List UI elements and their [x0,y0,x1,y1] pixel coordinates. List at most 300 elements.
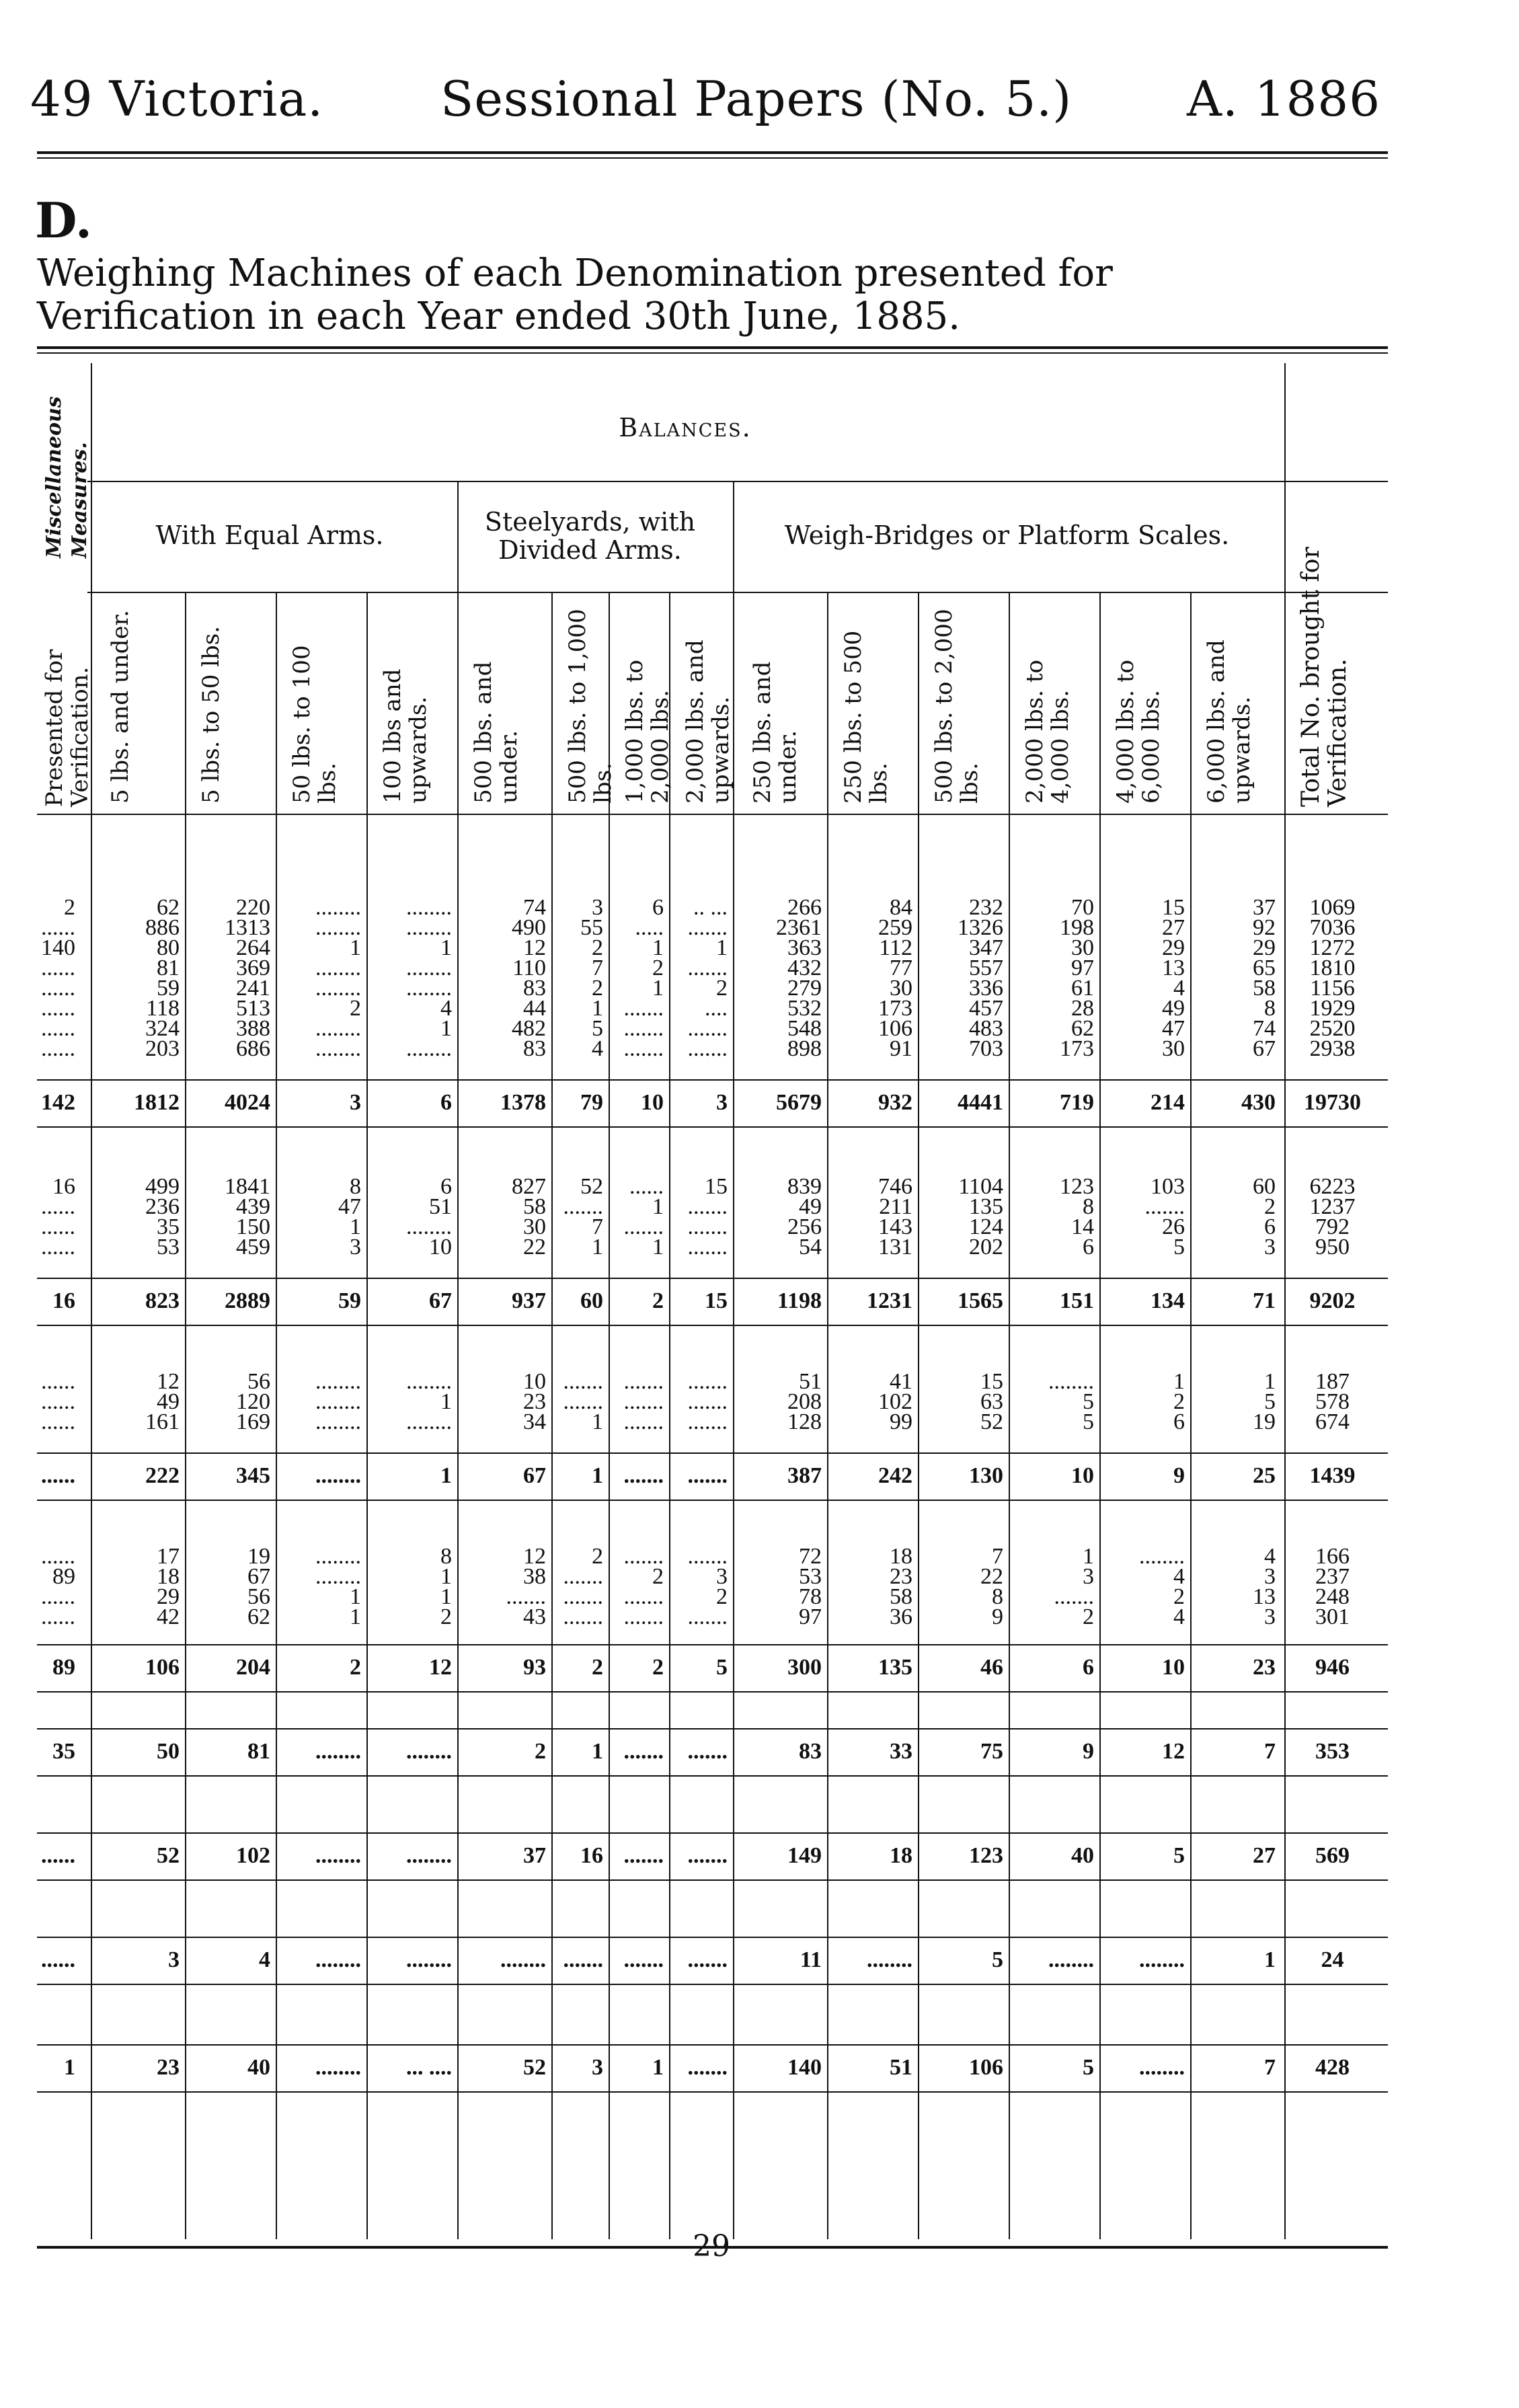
table-cell: ....... [506,1584,546,1609]
table-cell: 932 [878,1090,912,1115]
table-cell: 1 [652,1235,664,1259]
table-cell: 1 [1083,1544,1094,1569]
table-cell: ....... [623,1739,664,1764]
table-cell: 8 [992,1584,1003,1609]
column-rule [366,592,368,2239]
table-cell: 99 [890,1409,912,1434]
table-cell: 51 [890,2055,912,2080]
table-cell: 839 [787,1174,822,1199]
column-header-rule [87,592,1388,593]
table-cell: 5 [992,1947,1003,1972]
table-cell: 5 [592,1016,603,1041]
table-cell: 1 [1264,1369,1276,1394]
table-cell: 40 [1071,1843,1094,1868]
table-cell: 220 [236,895,270,920]
table-cell: 67 [1253,1036,1276,1061]
table-subtitle: Weighing Machines of each Denomination presented for Verification in each Year ended 30th June, 1885. [37,251,1113,338]
table-cell: ...... [41,1036,75,1061]
table-cell: 12 [429,1655,452,1680]
table-cell: 62 [247,1604,270,1629]
table-cell: 3 [1083,1564,1094,1589]
table-cell: 142 [41,1090,75,1115]
table-cell: ....... [623,1016,664,1041]
table-cell: ...... [41,1409,75,1434]
column-header: 2,000 lbs. to 4,000 lbs. [1021,660,1074,804]
table-cell: 29 [1253,935,1276,960]
table-cell: 151 [1060,1288,1094,1313]
table-cell: 5679 [776,1090,822,1115]
table-cell: 3 [716,1564,728,1589]
table-cell: 1326 [958,915,1003,940]
table-cell: 112 [879,935,912,960]
total-cell: 428 [1315,2055,1350,2080]
table-cell: 898 [787,1036,822,1061]
table-cell: ........ [315,1036,361,1061]
column-header: 4,000 lbs. to 6,000 lbs. [1112,660,1165,804]
table-cell: ....... [563,1564,603,1589]
column-rule [827,592,828,2239]
table-cell: 204 [236,1655,270,1680]
table-cell: 886 [145,915,180,940]
table-cell: 49 [1162,996,1185,1021]
table-cell: ...... [41,1194,75,1219]
table-cell: 214 [1151,1090,1185,1115]
table-cell: 1313 [225,915,270,940]
column-header: 1,000 lbs. to 2,000 lbs. [621,660,674,804]
table-cell: ........ [406,1036,452,1061]
table-cell: ....... [687,1235,728,1259]
table-cell: 17 [157,1544,180,1569]
table-cell: 118 [146,996,180,1021]
column-rule [551,592,553,2239]
table-cell: ...... [41,1369,75,1394]
table-cell: 1 [440,1463,452,1488]
table-cell: 5 [1083,2055,1094,2080]
table-cell: ...... [41,996,75,1021]
table-cell: 4 [1264,1544,1276,1569]
table-cell: 23 [157,2055,180,2080]
table-cell: 203 [145,1036,180,1061]
table-cell: 10 [641,1090,664,1115]
section-rule [37,1775,1388,1777]
weighbridges-header: Weigh-Bridges or Platform Scales. [784,520,1230,550]
total-cell: 187 [1315,1369,1350,1394]
table-cell: 5 [1173,1843,1185,1868]
section-rule [37,1325,1388,1326]
table-cell: 41 [890,1369,912,1394]
total-cell: 1810 [1309,956,1356,980]
table-cell: 36 [890,1604,912,1629]
table-cell: 3 [1264,1564,1276,1589]
table-cell: ........ [406,1369,452,1394]
table-cell: 47 [1162,1016,1185,1041]
table-cell: 1 [440,1389,452,1414]
table-cell: 2 [592,976,603,1001]
total-cell: 9202 [1309,1288,1356,1313]
table-cell: 5 [716,1655,728,1680]
table-cell: 10 [523,1369,546,1394]
table-cell: ....... [687,2055,728,2080]
total-rule [37,2044,1388,2046]
table-top-rule [37,346,1388,354]
table-cell: 2 [350,1655,361,1680]
total-cell: 166 [1315,1544,1350,1569]
total-cell: 2520 [1309,1016,1356,1041]
table-cell: ...... [41,1235,75,1259]
total-cell: 1156 [1310,976,1355,1001]
table-cell: 42 [157,1604,180,1629]
table-cell: 143 [878,1214,912,1239]
column-rule [609,592,610,2239]
misc-column-header: Presented for Verification. [41,649,93,807]
table-cell: 363 [787,935,822,960]
table-cell: 4441 [958,1090,1003,1115]
table-cell: 52 [980,1409,1003,1434]
table-cell: 4 [1173,1564,1185,1589]
table-cell: 29 [157,1584,180,1609]
total-cell: 1929 [1309,996,1356,1021]
table-cell: 2361 [776,915,822,940]
balances-header: Balances. [619,413,752,442]
table-cell: ....... [687,1739,728,1764]
table-cell: 79 [580,1090,603,1115]
table-cell: ....... [687,1843,728,1868]
table-cell: 10 [1162,1655,1185,1680]
column-rule [1099,592,1101,2239]
table-cell: 110 [512,956,546,980]
table-cell: 78 [799,1584,822,1609]
table-cell: 259 [878,915,912,940]
table-cell: 2 [535,1739,546,1764]
total-cell: 792 [1315,1214,1350,1239]
table-cell: 6 [1083,1655,1094,1680]
table-cell: ....... [623,1584,664,1609]
table-cell: 58 [1253,976,1276,1001]
total-rule [37,1937,1388,1938]
table-cell: 7 [992,1544,1003,1569]
table-cell: 106 [878,1016,912,1041]
table-cell: ....... [623,1036,664,1061]
table-cell: 106 [145,1655,180,1680]
table-cell: 26 [1162,1214,1185,1239]
total-cell: 6223 [1309,1174,1356,1199]
table-cell: 6 [1264,1214,1276,1239]
table-cell: 59 [338,1288,361,1313]
table-cell: 4 [1173,976,1185,1001]
table-cell: 51 [429,1194,452,1219]
table-cell: 67 [429,1288,452,1313]
table-cell: 46 [980,1655,1003,1680]
table-cell: 202 [969,1235,1003,1259]
table-cell: 5 [1083,1409,1094,1434]
table-cell: 55 [580,915,603,940]
table-cell: 2 [652,1655,664,1680]
table-cell: ....... [687,1463,728,1488]
total-rule [37,1728,1388,1730]
table-cell: 1 [440,1584,452,1609]
table-cell: 345 [236,1463,270,1488]
total-column-header: Total No. brought for Verification. [1297,547,1352,807]
table-cell: 81 [157,956,180,980]
total-cell: 950 [1315,1235,1350,1259]
table-cell: 6 [1083,1235,1094,1259]
table-cell: 56 [247,1584,270,1609]
table-cell: ..... [635,915,664,940]
table-cell: ........ [315,895,361,920]
table-cell: ........ [406,1843,452,1868]
table-cell: 439 [236,1194,270,1219]
table-cell: 347 [969,935,1003,960]
table-cell: 62 [1071,1016,1094,1041]
table-cell: 686 [236,1036,270,1061]
table-cell: 430 [1241,1090,1276,1115]
table-cell: 8 [440,1544,452,1569]
table-cell: 1812 [134,1090,180,1115]
table-label: D. [35,192,92,249]
table-cell: 51 [799,1369,822,1394]
table-cell: 4 [259,1947,270,1972]
table-cell: 9 [1083,1739,1094,1764]
table-cell: 4 [440,996,452,1021]
header-bottom-rule [37,814,1388,815]
table-cell: 102 [236,1843,270,1868]
table-cell: 2 [652,1564,664,1589]
column-rule [276,592,277,2239]
table-cell: 8 [1083,1194,1094,1219]
table-cell: ...... [41,1584,75,1609]
table-cell: 1841 [225,1174,270,1199]
table-cell: 80 [157,935,180,960]
page-number: 29 [693,2229,730,2263]
table-cell: 12 [1162,1739,1185,1764]
table-cell: 1 [440,1564,452,1589]
table-cell: 22 [980,1564,1003,1589]
column-rule [1009,592,1010,2239]
total-cell: 569 [1315,1843,1350,1868]
table-cell: ....... [623,1544,664,1569]
table-cell: 1 [592,1409,603,1434]
table-cell: 1 [350,1604,361,1629]
table-cell: 140 [41,935,75,960]
total-cell: 1237 [1309,1194,1356,1219]
table-cell: 84 [890,895,912,920]
column-rule [457,481,459,2239]
table-cell: 241 [236,976,270,1001]
table-cell: 3 [1264,1604,1276,1629]
table-cell: 279 [787,976,822,1001]
table-cell: ....... [623,1214,664,1239]
table-cell: 102 [878,1389,912,1414]
table-cell: 2 [350,996,361,1021]
total-cell: 674 [1315,1409,1350,1434]
table-cell: 74 [1253,1016,1276,1041]
table-cell: 7 [592,956,603,980]
total-cell: 7036 [1309,915,1356,940]
table-cell: 44 [523,996,546,1021]
table-cell: ....... [687,1369,728,1394]
table-cell: 135 [969,1194,1003,1219]
table-cell: 74 [523,895,546,920]
column-header: 5 lbs. to 50 lbs. [198,625,225,804]
table-cell: ....... [563,1389,603,1414]
total-cell: 301 [1315,1604,1350,1629]
table-cell: 19 [1253,1409,1276,1434]
table-cell: ........ [315,1564,361,1589]
table-cell: 25 [1253,1463,1276,1488]
table-cell: 97 [1071,956,1094,980]
table-cell: 499 [145,1174,180,1199]
table-cell: 53 [157,1235,180,1259]
table-cell: 827 [512,1174,546,1199]
table-cell: 1 [652,976,664,1001]
table-cell: 211 [879,1194,912,1219]
table-cell: 1104 [958,1174,1003,1199]
total-cell: 237 [1315,1564,1350,1589]
table-cell: 135 [878,1655,912,1680]
table-cell: 557 [969,956,1003,980]
table-cell: ....... [563,1194,603,1219]
table-cell: 58 [890,1584,912,1609]
table-cell: 10 [429,1235,452,1259]
table-cell: 4 [592,1036,603,1061]
table-cell: 63 [980,1389,1003,1414]
table-cell: ...... [41,1544,75,1569]
table-cell: ........ [315,915,361,940]
table-cell: 65 [1253,956,1276,980]
equal-arms-header: With Equal Arms. [155,520,384,550]
table-cell: 89 [52,1564,75,1589]
table-cell: 75 [980,1739,1003,1764]
table-cell: 28 [1071,996,1094,1021]
table-cell: ....... [687,1544,728,1569]
table-cell: ........ [315,1739,361,1764]
table-cell: 459 [236,1235,270,1259]
total-rule [37,1644,1388,1645]
table-cell: ....... [1054,1584,1094,1609]
table-cell: 2 [64,895,75,920]
table-cell: ....... [623,1369,664,1394]
table-cell: ...... [41,976,75,1001]
table-cell: 5 [1173,1235,1185,1259]
session-label: 49 Victoria. [30,71,324,127]
table-cell: 1 [652,935,664,960]
table-cell: 1231 [867,1288,912,1313]
table-cell: 1 [652,2055,664,2080]
table-cell: 71 [1253,1288,1276,1313]
table-cell: 256 [787,1214,822,1239]
table-cell: 23 [1253,1655,1276,1680]
table-cell: ........ [406,956,452,980]
table-cell: ....... [687,1016,728,1041]
table-cell: 37 [1253,895,1276,920]
table-cell: ...... [41,956,75,980]
table-cell: 548 [787,1016,822,1041]
table-cell: ....... [623,1389,664,1414]
table-cell: 106 [969,2055,1003,2080]
table-cell: 40 [247,2055,270,2080]
table-cell: 123 [969,1843,1003,1868]
table-cell: 83 [523,1036,546,1061]
table-cell: 6 [440,1090,452,1115]
table-cell: 37 [523,1843,546,1868]
table-cell: 15 [705,1288,728,1313]
table-cell: 15 [1162,895,1185,920]
table-cell: 13 [1162,956,1185,980]
table-cell: 47 [338,1194,361,1219]
table-cell: 43 [523,1604,546,1629]
table-cell: ....... [623,1604,664,1629]
table-cell: 7 [592,1214,603,1239]
table-cell: 7 [1264,2055,1276,2080]
total-cell: 24 [1321,1947,1344,1972]
table-cell: 77 [890,956,912,980]
table-cell: 72 [799,1544,822,1569]
table-cell: 324 [145,1016,180,1041]
table-cell: 1 [440,935,452,960]
table-cell: 134 [1151,1288,1185,1313]
table-cell: ........ [1139,1947,1185,1972]
total-cell: 578 [1315,1389,1350,1414]
table-cell: 5 [1083,1389,1094,1414]
total-cell: 2938 [1309,1036,1356,1061]
table-cell: 9 [992,1604,1003,1629]
table-cell: ........ [406,976,452,1001]
table-cell: 5 [1264,1389,1276,1414]
table-cell: 1 [592,1739,603,1764]
table-cell: 2 [652,1288,664,1313]
table-cell: ...... [41,1604,75,1629]
document-title: Sessional Papers (No. 5.) [440,71,1073,127]
table-cell: 161 [145,1409,180,1434]
table-cell: ........ [315,1016,361,1041]
table-cell: 12 [157,1369,180,1394]
table-cell: 2 [1173,1584,1185,1609]
table-cell: 16 [580,1843,603,1868]
table-cell: 10 [1071,1463,1094,1488]
table-cell: ....... [687,1947,728,1972]
table-cell: 81 [247,1739,270,1764]
table-cell: ...... [41,1389,75,1414]
table-cell: 483 [969,1016,1003,1041]
table-cell: 208 [787,1389,822,1414]
table-cell: 150 [236,1214,270,1239]
table-cell: 149 [787,1843,822,1868]
table-cell: ........ [1048,1947,1094,1972]
table-cell: 30 [1071,935,1094,960]
table-cell: 2 [716,976,728,1001]
table-cell: 937 [512,1288,546,1313]
table-cell: ....... [563,1584,603,1609]
table-cell: 1 [440,1016,452,1041]
table-cell: 1565 [958,1288,1003,1313]
table-cell: 13 [1253,1584,1276,1609]
table-cell: 50 [157,1739,180,1764]
table-cell: ....... [1144,1194,1185,1219]
table-cell: 3 [350,1235,361,1259]
table-cell: 22 [523,1235,546,1259]
table-cell: 4 [1173,1604,1185,1629]
table-cell: 457 [969,996,1003,1021]
table-cell: 2 [592,1544,603,1569]
table-cell: 369 [236,956,270,980]
table-cell: 2 [592,1655,603,1680]
column-rule [185,592,186,2239]
table-cell: 6 [440,1174,452,1199]
total-cell: 1069 [1309,895,1356,920]
table-cell: 18 [890,1843,912,1868]
table-cell: ........ [1139,2055,1185,2080]
table-cell: ....... [623,1409,664,1434]
